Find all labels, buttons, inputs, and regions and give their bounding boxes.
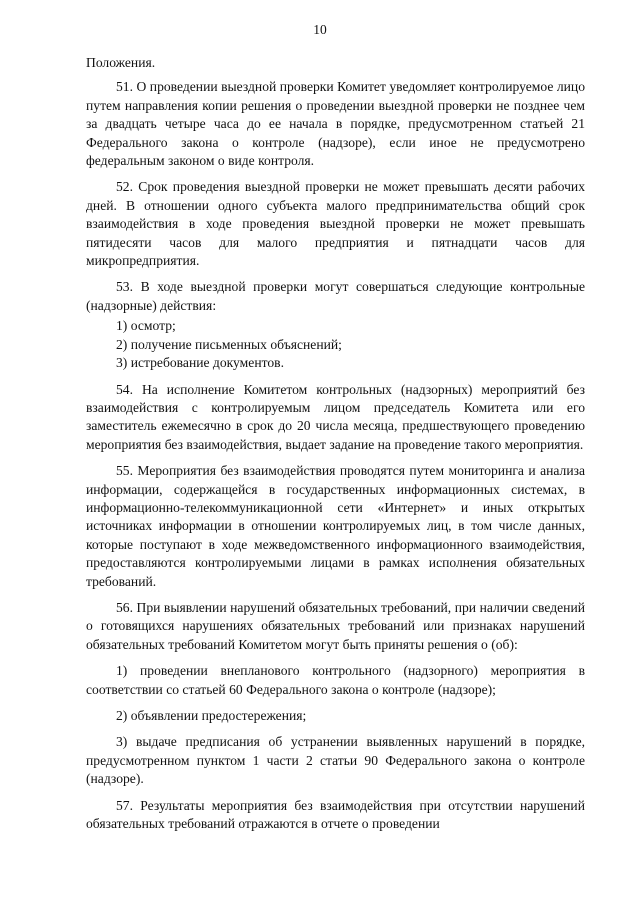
paragraph-56-item-2: 2) объявлении предостережения;	[116, 708, 307, 723]
document-body	[86, 54, 585, 841]
paragraph-56: 56. При выявлении нарушений обязательных требований, при наличии сведений о готовящихся нарушениях обязательных требований или признаках нарушений обязательных требований Комитетом могут быть приняты решения о (об):	[86, 599, 585, 652]
paragraph-continuation: Положения.	[86, 55, 156, 70]
list-item: 3) истребование документов.	[116, 355, 284, 371]
list-item: 1) осмотр;	[116, 318, 176, 334]
paragraph-56-item-3: 3) выдаче предписания об устранении выявленных нарушений в порядке, предусмотренном пунктом 1 части 2 статьи 90 Федерального закона о контроле (надзоре).	[86, 734, 585, 787]
paragraph-52: 52. Срок проведения выездной проверки не может превышать десяти рабочих дней. В отношении одного субъекта малого предпринимательства общий срок взаимодействия в ходе проведения выездной проверки не может превышать пятидесяти часов для малого предприятия и пятнадцати часов для микропредприятия.	[86, 179, 585, 269]
page-number: 10	[313, 22, 327, 37]
paragraph-53: 53. В ходе выездной проверки могут совершаться следующие контрольные (надзорные) действия:	[86, 279, 585, 313]
paragraph-57: 57. Результаты мероприятия без взаимодействия при отсутствии нарушений обязательных требований отражаются в отчете о проведении	[86, 797, 585, 832]
list-item: 2) получение письменных объяснений;	[116, 336, 342, 352]
paragraph-56-item-1: 1) проведении внепланового контрольного (надзорного) мероприятия в соответствии со статьей 60 Федерального закона о контроле (надзоре);	[86, 663, 585, 697]
paragraph-55: 55. Мероприятия без взаимодействия проводятся путем мониторинга и анализа информации, содержащейся в государственных информационных системах, в информационно-телекоммуникационной сети «Интернет» и иных открытых источниках информации в отношении контролируемых лиц, в том числе данных, которые поступают в ходе межведомственного информационного взаимодействия, предоставляются контролируемыми лицами в рамках исполнения обязательных требований.	[86, 463, 585, 589]
paragraph-53-list	[86, 317, 585, 372]
paragraph-51: 51. О проведении выездной проверки Комитет уведомляет контролируемое лицо путем направления копии решения о проведении выездной проверки не позднее чем за двадцать четыре часа до ее начала в порядке, предусмотренном статьей 21 Федерального закона о контроле (надзоре), если иное не предусмотрено федеральным законом о виде контроля.	[86, 79, 585, 169]
paragraph-54: 54. На исполнение Комитетом контрольных (надзорных) мероприятий без взаимодействия с контролируемым лицом председатель Комитета или его заместитель ежемесячно в срок до 20 числа месяца, предшествующего проведению мероприятия без взаимодействия, выдает задание на проведение такого мероприятия.	[86, 381, 585, 452]
